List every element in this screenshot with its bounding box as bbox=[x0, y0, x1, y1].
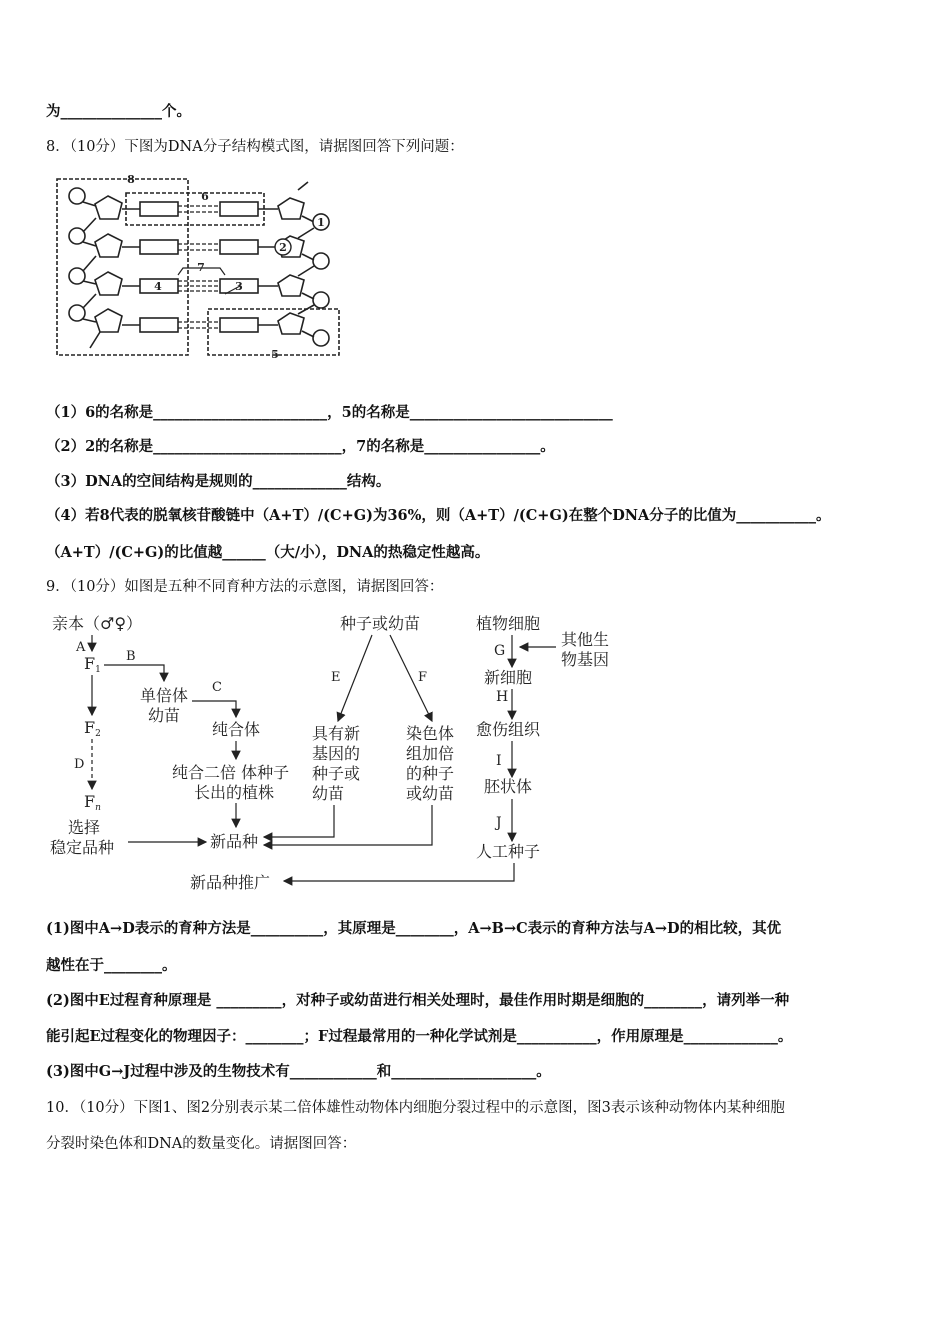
label-J: J bbox=[496, 815, 502, 831]
q8-sub3: （3）DNA的空间结构是规则的_____________结构。 bbox=[46, 473, 391, 490]
q8-sub2: （2）2的名称是__________________________，7的名称是________________。 bbox=[46, 438, 555, 455]
label-3: 3 bbox=[235, 280, 243, 293]
sugar-left bbox=[95, 272, 122, 295]
dna-structure-figure bbox=[50, 168, 350, 360]
label-D: D bbox=[74, 757, 85, 772]
sugar-right bbox=[278, 198, 304, 219]
label-A: A bbox=[76, 640, 86, 655]
q9-sub2a: (2)图中E过程育种原理是 _________，对种子或幼苗进行相关处理时，最佳作用时期是细胞的________，请列举一种 bbox=[46, 992, 790, 1009]
pure-seed-label-2: 长出的植株 bbox=[194, 783, 275, 802]
select-label-1: 选择 bbox=[68, 818, 101, 837]
prev-question-tail: 为______________个。 bbox=[46, 103, 191, 120]
box-8 bbox=[57, 179, 188, 355]
q9-sub3: (3)图中G→J过程中涉及的生物技术有____________和____________________。 bbox=[46, 1063, 551, 1080]
q9-sub2b: 能引起E过程变化的物理因子：________；F过程最常用的一种化学试剂是___________，作用原理是_____________。 bbox=[46, 1028, 793, 1045]
chrom-label-4: 或幼苗 bbox=[406, 784, 455, 803]
breeding-diagram bbox=[44, 605, 634, 900]
q9-sub1a: (1)图中A→D表示的育种方法是__________，其原理是________，A→B→C表示的育种方法与A→D的相比较，其优 bbox=[46, 920, 782, 937]
label-E: E bbox=[331, 670, 341, 685]
q8-title-text: 8．（10分）下图为DNA分子结构模式图，请据图回答下列问题： bbox=[46, 139, 464, 155]
phosphate-left bbox=[69, 188, 85, 204]
chrom-label-2: 组加倍 bbox=[406, 744, 455, 763]
label-2: 2 bbox=[279, 241, 287, 254]
q8-title bbox=[46, 137, 464, 157]
label-5: 5 bbox=[271, 348, 279, 360]
sugar-left bbox=[95, 309, 122, 332]
pure-label: 纯合体 bbox=[212, 720, 261, 739]
q8-sub1: （1）6的名称是________________________，5的名称是____________________________ bbox=[46, 404, 613, 421]
new-gene-label-4: 幼苗 bbox=[312, 784, 345, 803]
q10-line-b bbox=[46, 1134, 356, 1154]
q8-sub4a: （4）若8代表的脱氧核苷酸链中（A+T）/(C+G)为36%，则（A+T）/(C+G)在整个DNA分子的比值为___________。 bbox=[46, 507, 831, 524]
pure-seed-label-1: 纯合二倍 体种子 bbox=[172, 763, 290, 782]
label-C: C bbox=[212, 680, 222, 695]
new-gene-label-2: 基因的 bbox=[312, 744, 361, 763]
label-1: 1 bbox=[317, 216, 325, 229]
f1-label: F1 bbox=[84, 654, 101, 675]
phosphate-left bbox=[69, 228, 85, 244]
box-6 bbox=[126, 193, 264, 225]
chrom-label-3: 的种子 bbox=[406, 764, 455, 783]
label-G: G bbox=[494, 643, 506, 659]
sugar-left bbox=[95, 234, 122, 257]
label-7: 7 bbox=[197, 261, 205, 274]
label-F: F bbox=[418, 670, 428, 685]
label-4: 4 bbox=[154, 280, 162, 293]
label-6: 6 bbox=[201, 190, 209, 203]
label-I: I bbox=[496, 753, 502, 769]
new-variety-label: 新品种 bbox=[210, 832, 259, 851]
q8-sub4b: （A+T）/(C+G)的比值越______（大/小），DNA的热稳定性越高。 bbox=[46, 544, 490, 561]
q9-sub1b: 越性在于________。 bbox=[46, 957, 177, 974]
new-gene-label-3: 种子或 bbox=[312, 764, 361, 783]
f2-label: F2 bbox=[84, 718, 101, 739]
new-gene-label-1: 具有新 bbox=[312, 724, 361, 743]
label-B: B bbox=[126, 649, 136, 664]
q10-line-a bbox=[46, 1098, 785, 1118]
fn-label: Fn bbox=[84, 792, 101, 813]
sugar-right bbox=[278, 275, 304, 296]
q10-line-b-text: 分裂时染色体和DNA的数量变化。请据图回答： bbox=[46, 1136, 357, 1152]
select-label-2: 稳定品种 bbox=[50, 838, 115, 857]
other-gene-label-2: 物基因 bbox=[561, 650, 610, 669]
seed-label: 种子或幼苗 bbox=[340, 614, 421, 633]
q9-title bbox=[46, 577, 443, 597]
callus-label: 愈伤组织 bbox=[476, 720, 541, 739]
artificial-seed-label: 人工种子 bbox=[476, 842, 541, 861]
embryoid-label: 胚状体 bbox=[484, 777, 533, 796]
sugar-right bbox=[278, 313, 304, 334]
parent-label: 亲本（♂♀） bbox=[52, 614, 143, 633]
plant-cell-label: 植物细胞 bbox=[476, 614, 541, 633]
q9-title-text: 9．（10分）如图是五种不同育种方法的示意图，请据图回答： bbox=[46, 579, 444, 595]
q10-line-a-text: 10．（10分）下图1、图2分别表示某二倍体雄性动物体内细胞分裂过程中的示意图，图3表示该种动物体内某种细胞 bbox=[46, 1100, 785, 1116]
label-H: H bbox=[496, 689, 509, 705]
haploid-label-2: 幼苗 bbox=[148, 706, 181, 725]
haploid-label-1: 单倍体 bbox=[140, 686, 189, 705]
promote-label: 新品种推广 bbox=[190, 873, 271, 892]
label-8: 8 bbox=[127, 173, 135, 186]
other-gene-label-1: 其他生 bbox=[561, 630, 610, 649]
new-cell-label: 新细胞 bbox=[484, 668, 533, 687]
sugar-left bbox=[95, 196, 122, 219]
chrom-label-1: 染色体 bbox=[406, 724, 455, 743]
